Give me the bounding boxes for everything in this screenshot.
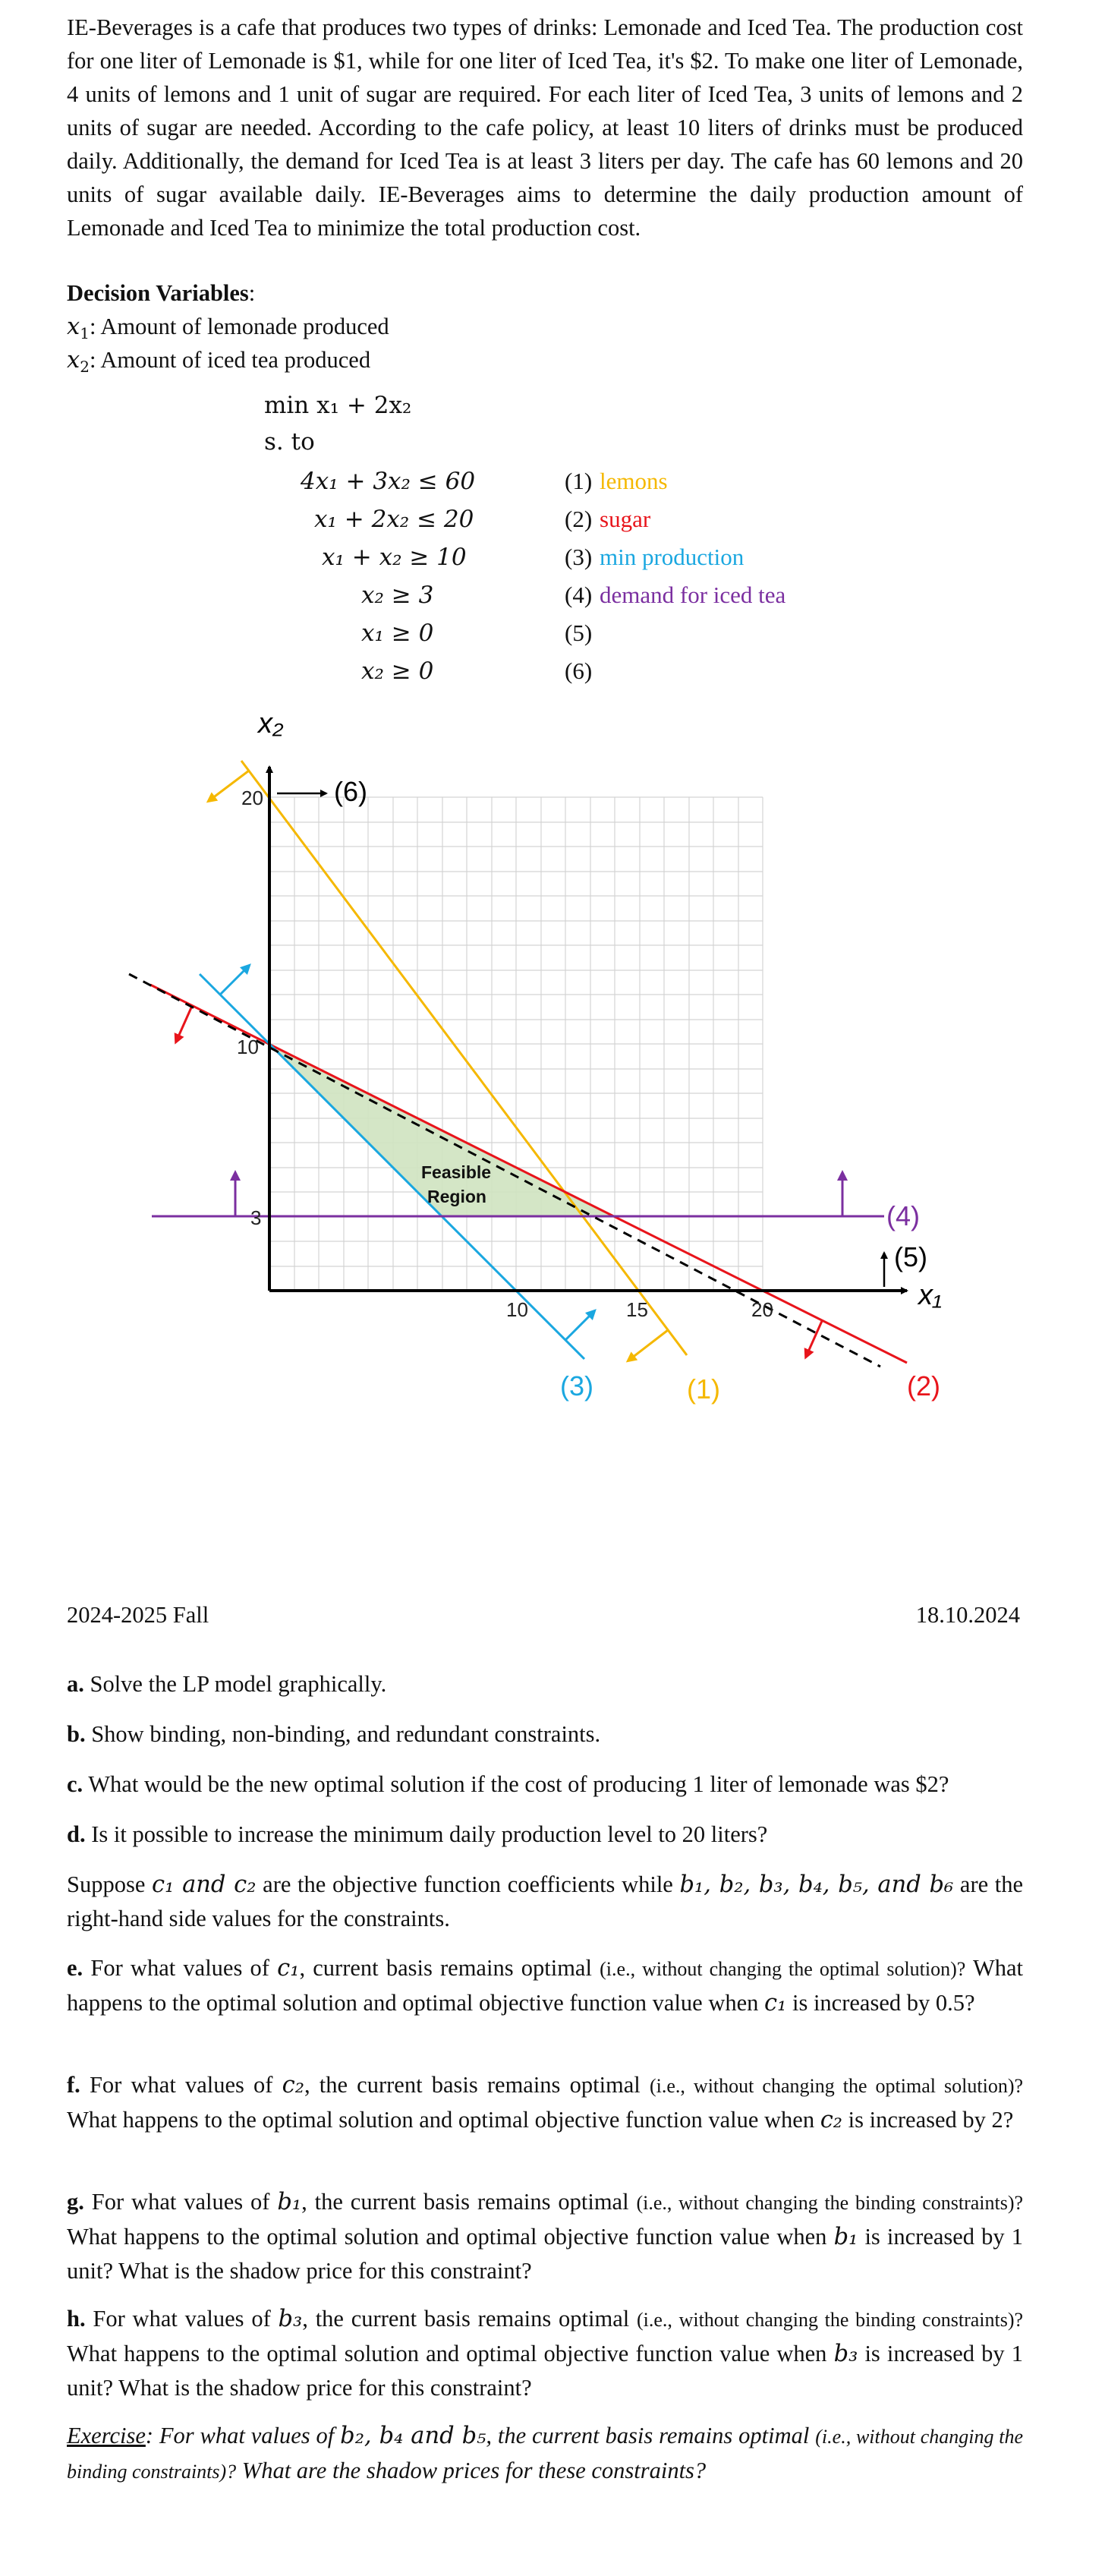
feasible-label-line2: Region xyxy=(427,1187,486,1206)
constraint-line-2 xyxy=(150,985,907,1363)
constraint-2: x₁ + 2x₂ ≤ 20 (2) sugar xyxy=(314,506,651,533)
constraint-1-arrow-bottom xyxy=(628,1330,668,1361)
x-tick-20: 20 xyxy=(751,1298,773,1321)
decision-variables-heading: Decision Variables: xyxy=(67,280,256,306)
question-d: d. Is it possible to increase the minimum daily production level to 20 liters? xyxy=(67,1821,768,1847)
question-f: f. For what values of c₂, the current basis remains optimal (i.e., without changing the optimal solution)? What happens to the optimal solution and optimal objective function value when c₂ is increased by 2? xyxy=(67,2072,1024,2133)
y-tick-10: 10 xyxy=(237,1036,259,1058)
constraint-3-arrow-bottom xyxy=(565,1311,594,1340)
feasible-label-line1: Feasible xyxy=(421,1162,492,1182)
question-c: c. What would be the new optimal solution if the cost of producing 1 liter of lemonade was $2? xyxy=(67,1771,949,1797)
question-g: g. For what values of b₁, the current basis remains optimal (i.e., without changing the binding constraints)? What happens to the optimal solution and optimal objective function value when b₁ is increased by 1 unit? What is the shadow price for this constraint? xyxy=(67,2189,1024,2284)
x-tick-10: 10 xyxy=(506,1298,528,1321)
x-tick-15: 15 xyxy=(626,1298,648,1321)
subject-to: s. to xyxy=(264,428,315,456)
exercise: Exercise: For what values of b₂, b₄ and b₅, the current basis remains optimal (i.e., without changing the binding constraints)? What are the shadow prices for these constraints? xyxy=(67,2423,1024,2483)
constraint-1: 4x₁ + 3x₂ ≤ 60 (1) lemons xyxy=(301,468,668,495)
constraint-2-arrow-right xyxy=(806,1321,822,1357)
variable-x2-definition: $x_2$: Amount of iced tea produced xyxy=(67,347,371,376)
graph-label-4: (4) xyxy=(886,1200,920,1231)
graph-label-1: (1) xyxy=(687,1373,720,1405)
y-tick-3: 3 xyxy=(250,1206,262,1229)
graph-label-6: (6) xyxy=(334,776,367,807)
constraint-5: x₁ ≥ 0 (5) xyxy=(361,620,593,647)
suppose-paragraph: Suppose c₁ and c₂ are the objective function coefficients while b₁, b₂, b₃, b₄, b₅, and b₆ are the right-hand side values for the constraints. xyxy=(67,1871,1024,1931)
question-a: a. Solve the LP model graphically. xyxy=(67,1671,387,1697)
constraint-3-arrow-top xyxy=(220,966,249,995)
graph-label-3: (3) xyxy=(560,1370,593,1402)
constraint-3: x₁ + x₂ ≥ 10 (3) min production xyxy=(322,544,745,571)
question-b: b. Show binding, non-binding, and redundant constraints. xyxy=(67,1721,601,1747)
problem-intro: IE-Beverages is a cafe that produces two types of drinks: Lemonade and Iced Tea. The production cost for one liter of Lemonade is $1, while for one liter of Iced Tea, it's $2. To make one liter of Lemonade, 4 units of lemons and 1 unit of sugar are required. For each liter of Iced Tea, 3 units of lemons and 2 units of sugar are needed. According to the cafe policy, at least 10 liters of drinks must be produced daily. Additionally, the demand for Iced Tea is at least 3 liters per day. The cafe has 60 lemons and 20 units of sugar available daily. IE-Beverages aims to determine the daily production amount of Lemonade and Iced Tea to minimize the total production cost. xyxy=(67,14,1023,241)
footer-semester: 2024-2025 Fall xyxy=(67,1602,209,1628)
constraint-4: x₂ ≥ 3 (4) demand for iced tea xyxy=(361,582,786,609)
graph-label-5: (5) xyxy=(894,1241,927,1272)
x-axis-label: x₁ xyxy=(918,1279,942,1311)
variable-x1-definition: $x_1$: Amount of lemonade produced xyxy=(67,314,389,342)
graph-label-2: (2) xyxy=(907,1370,940,1402)
footer-date: 18.10.2024 xyxy=(915,1602,1020,1628)
question-e: e. For what values of c₁, current basis remains optimal (i.e., without changing the optimal solution)? What happens to the optimal solution and optimal objective function value when c₁ is increased by 0.5? xyxy=(67,1955,1024,2016)
constraint-6: x₂ ≥ 0 (6) xyxy=(361,657,593,685)
y-axis-label: x₂ xyxy=(258,708,284,739)
objective-function: min x₁ + 2x₂ xyxy=(264,392,412,419)
constraint-2-arrow-left xyxy=(176,1006,192,1042)
question-h: h. For what values of b₃, the current basis remains optimal (i.e., without changing the binding constraints)? What happens to the optimal solution and optimal objective function value when b₃ is increased by 1 unit? What is the shadow price for this constraint? xyxy=(67,2306,1024,2401)
y-tick-20: 20 xyxy=(241,787,263,809)
